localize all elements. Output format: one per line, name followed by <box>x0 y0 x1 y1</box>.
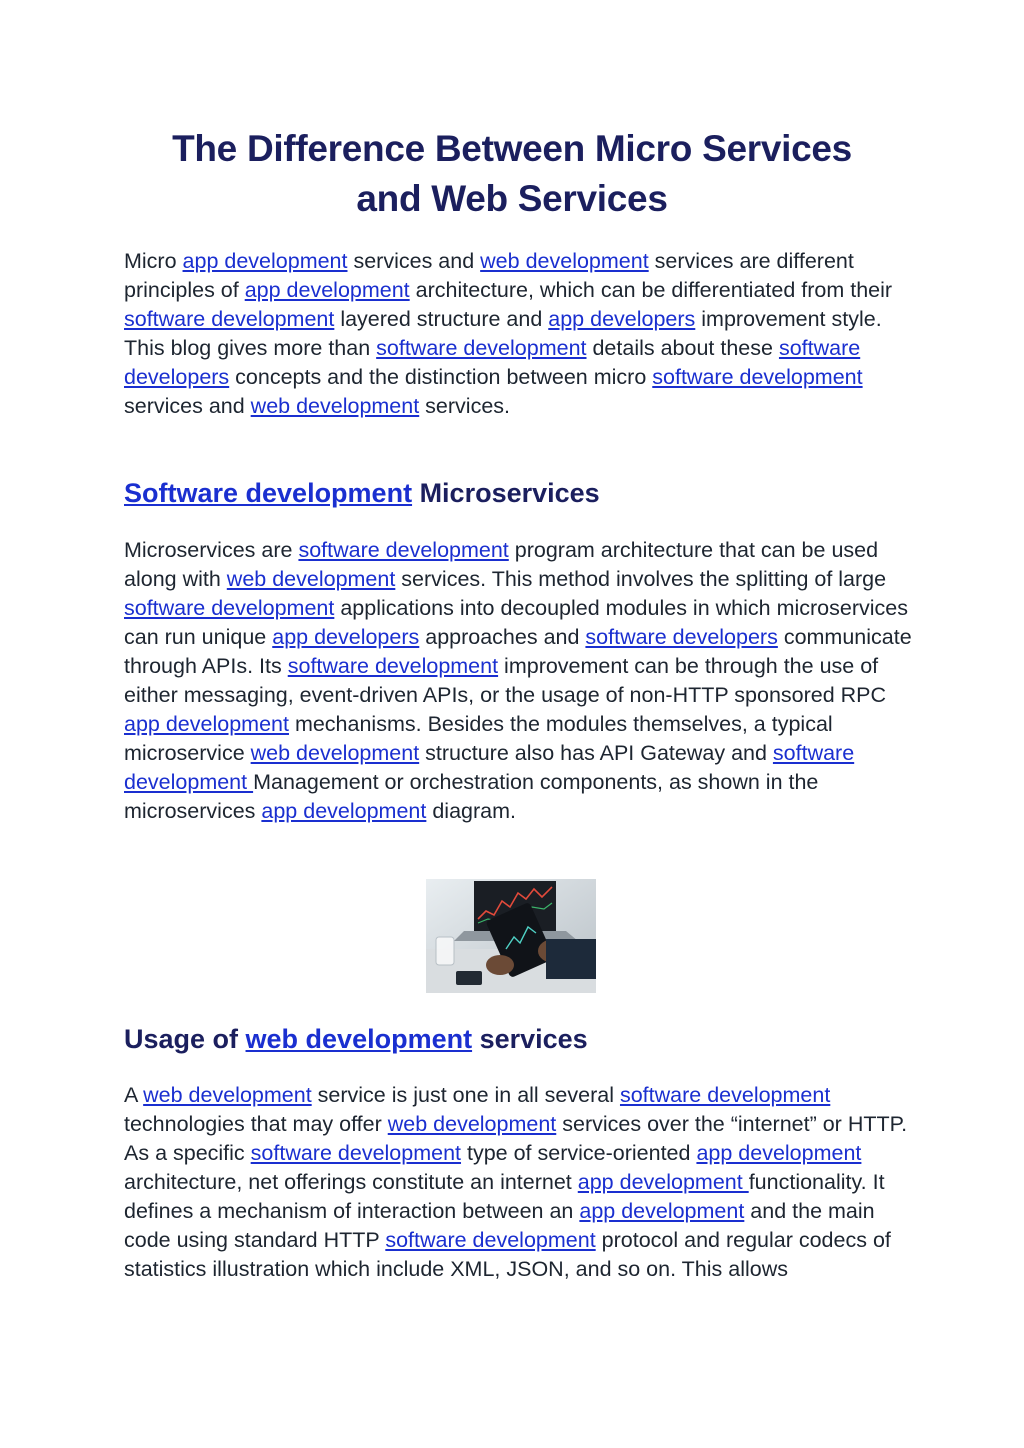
inline-link[interactable]: web development <box>480 249 649 273</box>
body-text: improvement style. This blog gives more than <box>124 307 882 360</box>
inline-link[interactable]: web development <box>250 394 420 418</box>
body-text: services. <box>419 394 511 418</box>
laptop-chart-photo <box>426 879 596 993</box>
body-text: Microservices are <box>124 538 299 562</box>
body-text: approaches and <box>419 625 586 649</box>
inline-link[interactable]: app developers <box>272 625 420 649</box>
inline-link[interactable]: software development <box>298 538 509 562</box>
title-line-2: and Web Services <box>356 178 668 219</box>
body-text: architecture, net offerings constitute an internet <box>124 1170 578 1194</box>
inline-link[interactable]: Software development <box>124 478 413 508</box>
inline-link[interactable]: software developers <box>124 336 861 389</box>
inline-link[interactable]: app development <box>579 1199 745 1223</box>
inline-link[interactable]: app development <box>696 1141 862 1165</box>
body-text: program architecture that can be used along with <box>124 538 879 591</box>
intro-paragraph <box>124 247 914 421</box>
inline-link[interactable]: software development <box>287 654 499 678</box>
inline-link[interactable]: software development <box>250 1141 462 1165</box>
inline-link[interactable]: software development <box>385 1228 596 1252</box>
body-text: Management or orchestration components, as shown in the microservices <box>124 770 819 823</box>
section-heading-web-services <box>124 1024 588 1055</box>
body-text: communicate through APIs. Its <box>124 625 912 678</box>
body-text: Micro <box>124 249 183 273</box>
inline-link[interactable]: software development <box>124 596 335 620</box>
section-heading-microservices <box>124 478 600 509</box>
body-text: A <box>124 1083 144 1107</box>
inline-link[interactable]: app development <box>244 278 410 302</box>
inline-link[interactable]: app developers <box>548 307 696 331</box>
body-text: Usage of <box>124 1024 246 1054</box>
inline-link[interactable]: software development <box>652 365 863 389</box>
inline-link[interactable]: app development <box>261 799 427 823</box>
body-text: services <box>472 1024 588 1054</box>
title-line-1: The Difference Between Micro Services <box>172 128 852 169</box>
body-text: services over the “internet” or HTTP. As a specific <box>124 1112 908 1165</box>
body-text: type of service-oriented <box>461 1141 697 1165</box>
body-text: details about these <box>586 336 779 360</box>
body-text: diagram. <box>426 799 516 823</box>
inline-link[interactable]: software development <box>619 1083 831 1107</box>
body-text: functionality. It defines a mechanism of interaction between an <box>124 1170 885 1223</box>
body-text: structure also has API Gateway and <box>419 741 773 765</box>
body-text: service is just one in all several <box>311 1083 620 1107</box>
page-title <box>100 124 924 224</box>
body-text: and the main code using standard HTTP <box>124 1199 875 1252</box>
inline-link[interactable]: web development <box>143 1083 312 1107</box>
inline-link[interactable]: software development <box>376 336 587 360</box>
body-text: services and <box>124 394 251 418</box>
microservices-paragraph <box>124 536 914 826</box>
body-text: layered structure and <box>334 307 549 331</box>
body-text: services. This method involves the splitting of large <box>395 567 887 591</box>
body-text: concepts and the distinction between micro <box>229 365 653 389</box>
body-text: applications into decoupled modules in which microservices can run unique <box>124 596 908 649</box>
body-text: services are different principles of <box>124 249 854 302</box>
body-text: mechanisms. Besides the modules themselves, a typical microservice <box>124 712 833 765</box>
body-text: services and <box>347 249 481 273</box>
inline-link[interactable]: app development <box>124 712 289 736</box>
body-text: architecture, which can be differentiated from their <box>409 278 893 302</box>
inline-link[interactable]: software development <box>124 741 855 794</box>
body-text: technologies that may offer <box>124 1112 388 1136</box>
inline-link[interactable]: web development <box>226 567 396 591</box>
body-text: protocol and regular codecs of statistics illustration which include XML, JSON, and so on. This allows <box>124 1228 891 1281</box>
inline-link[interactable]: software development <box>124 307 335 331</box>
web-services-paragraph <box>124 1081 914 1284</box>
inline-link[interactable]: software developers <box>585 625 778 649</box>
inline-link[interactable]: app development <box>182 249 348 273</box>
body-text: improvement can be through the use of either messaging, event-driven APIs, or the usage of non-HTTP sponsored RPC <box>124 654 887 707</box>
inline-link[interactable]: app development <box>577 1170 749 1194</box>
inline-link[interactable]: web development <box>250 741 420 765</box>
inline-link[interactable]: web development <box>387 1112 557 1136</box>
inline-link[interactable]: web development <box>245 1024 473 1054</box>
body-text: Microservices <box>412 478 600 508</box>
